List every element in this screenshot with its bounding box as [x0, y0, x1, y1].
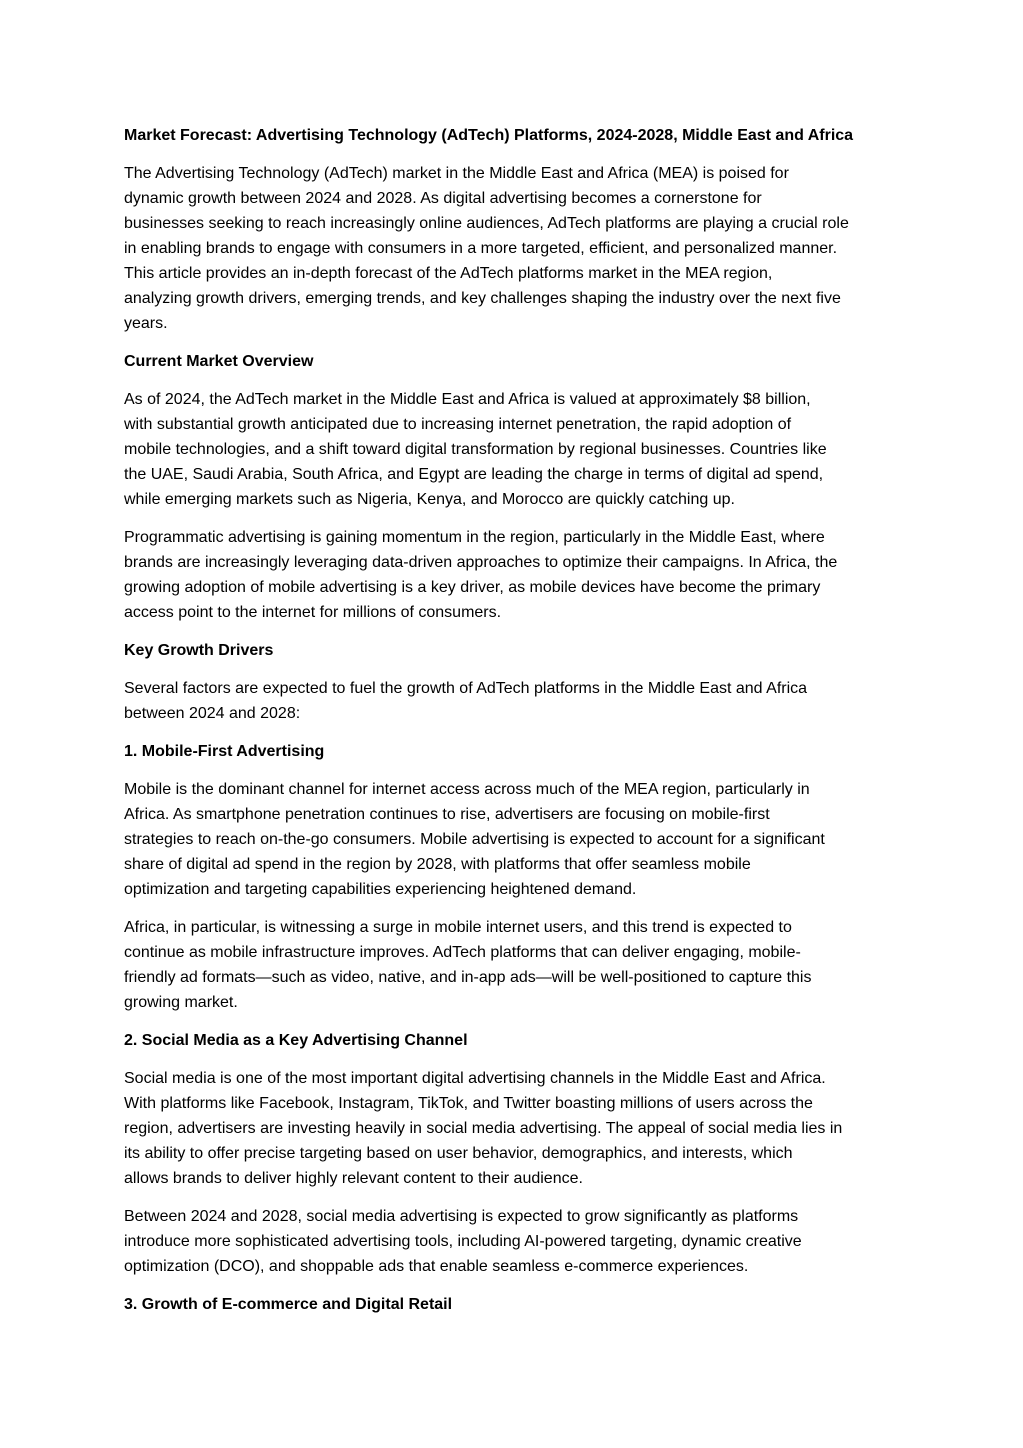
text-line: Africa, in particular, is witnessing a surge in mobile internet users, and this trend is expected to — [124, 919, 792, 936]
text-line: Several factors are expected to fuel the growth of AdTech platforms in the Middle East and Africa — [124, 680, 808, 697]
text-line: friendly ad formats—such as video, native, and in-app ads—will be well-positioned to capture this — [124, 969, 812, 986]
text-line: continue as mobile infrastructure improves. AdTech platforms that can deliver engaging, mobile- — [124, 944, 801, 961]
text-line: dynamic growth between 2024 and 2028. As digital advertising becomes a cornerstone for — [124, 190, 762, 207]
text-line: with substantial growth anticipated due to increasing internet penetration, the rapid adoption of — [124, 416, 792, 433]
text-line: Between 2024 and 2028, social media advertising is expected to grow significantly as platforms — [124, 1208, 799, 1225]
text-line: As of 2024, the AdTech market in the Middle East and Africa is valued at approximately $8 billion, — [124, 391, 811, 408]
text-line: brands are increasingly leveraging data-driven approaches to optimize their campaigns. In Africa, the — [124, 554, 838, 571]
document-title — [124, 123, 904, 148]
section-heading — [124, 1028, 904, 1053]
text-line: growing adoption of mobile advertising is a key driver, as mobile devices have become the primary — [124, 579, 821, 596]
text-line: analyzing growth drivers, emerging trends, and key challenges shaping the industry over the next five — [124, 290, 841, 307]
text-line: share of digital ad spend in the region by 2028, with platforms that offer seamless mobile — [124, 856, 751, 873]
heading-line: 1. Mobile-First Advertising — [124, 743, 325, 760]
text-line: in enabling brands to engage with consumers in a more targeted, efficient, and personalized manner. — [124, 240, 838, 257]
heading-line: 2. Social Media as a Key Advertising Channel — [124, 1032, 468, 1049]
text-line: optimization (DCO), and shoppable ads that enable seamless e-commerce experiences. — [124, 1258, 749, 1275]
paragraph — [124, 161, 904, 336]
text-line: Africa. As smartphone penetration continues to rise, advertisers are focusing on mobile-first — [124, 806, 770, 823]
paragraph — [124, 1066, 904, 1191]
text-line: introduce more sophisticated advertising tools, including AI-powered targeting, dynamic creative — [124, 1233, 802, 1250]
paragraph — [124, 676, 904, 726]
text-line: its ability to offer precise targeting based on user behavior, demographics, and interests, which — [124, 1145, 793, 1162]
document-page — [124, 123, 904, 1330]
text-line: mobile technologies, and a shift toward digital transformation by regional businesses. Countries like — [124, 441, 827, 458]
text-line: businesses seeking to reach increasingly online audiences, AdTech platforms are playing a crucial role — [124, 215, 849, 232]
text-line: allows brands to deliver highly relevant content to their audience. — [124, 1170, 583, 1187]
paragraph — [124, 777, 904, 902]
text-line: Programmatic advertising is gaining momentum in the region, particularly in the Middle East, where — [124, 529, 825, 546]
heading-line: Key Growth Drivers — [124, 642, 274, 659]
text-line: region, advertisers are investing heavily in social media advertising. The appeal of social media lies in — [124, 1120, 843, 1137]
paragraph — [124, 1204, 904, 1279]
text-line: years. — [124, 315, 168, 332]
text-line: Social media is one of the most important digital advertising channels in the Middle East and Africa. — [124, 1070, 826, 1087]
text-line: between 2024 and 2028: — [124, 705, 301, 722]
text-line: growing market. — [124, 994, 238, 1011]
text-line: This article provides an in-depth forecast of the AdTech platforms market in the MEA region, — [124, 265, 773, 282]
text-line: strategies to reach on-the-go consumers. Mobile advertising is expected to account for a significant — [124, 831, 825, 848]
title-line: Market Forecast: Advertising Technology (AdTech) Platforms, 2024-2028, Middle East and Africa — [124, 127, 854, 144]
text-line: the UAE, Saudi Arabia, South Africa, and Egypt are leading the charge in terms of digital ad spend, — [124, 466, 824, 483]
text-line: access point to the internet for millions of consumers. — [124, 604, 502, 621]
text-line: Mobile is the dominant channel for internet access across much of the MEA region, particularly in — [124, 781, 810, 798]
text-line: optimization and targeting capabilities experiencing heightened demand. — [124, 881, 637, 898]
heading-line: 3. Growth of E-commerce and Digital Retail — [124, 1296, 453, 1313]
heading-line: Current Market Overview — [124, 353, 314, 370]
paragraph — [124, 387, 904, 512]
paragraph — [124, 525, 904, 625]
section-heading — [124, 349, 904, 374]
text-line: while emerging markets such as Nigeria, Kenya, and Morocco are quickly catching up. — [124, 491, 735, 508]
document-body — [124, 161, 904, 1317]
section-heading — [124, 739, 904, 764]
text-line: With platforms like Facebook, Instagram, TikTok, and Twitter boasting millions of users across the — [124, 1095, 813, 1112]
section-heading — [124, 1292, 904, 1317]
paragraph — [124, 915, 904, 1015]
section-heading — [124, 638, 904, 663]
text-line: The Advertising Technology (AdTech) market in the Middle East and Africa (MEA) is poised for — [124, 165, 789, 182]
